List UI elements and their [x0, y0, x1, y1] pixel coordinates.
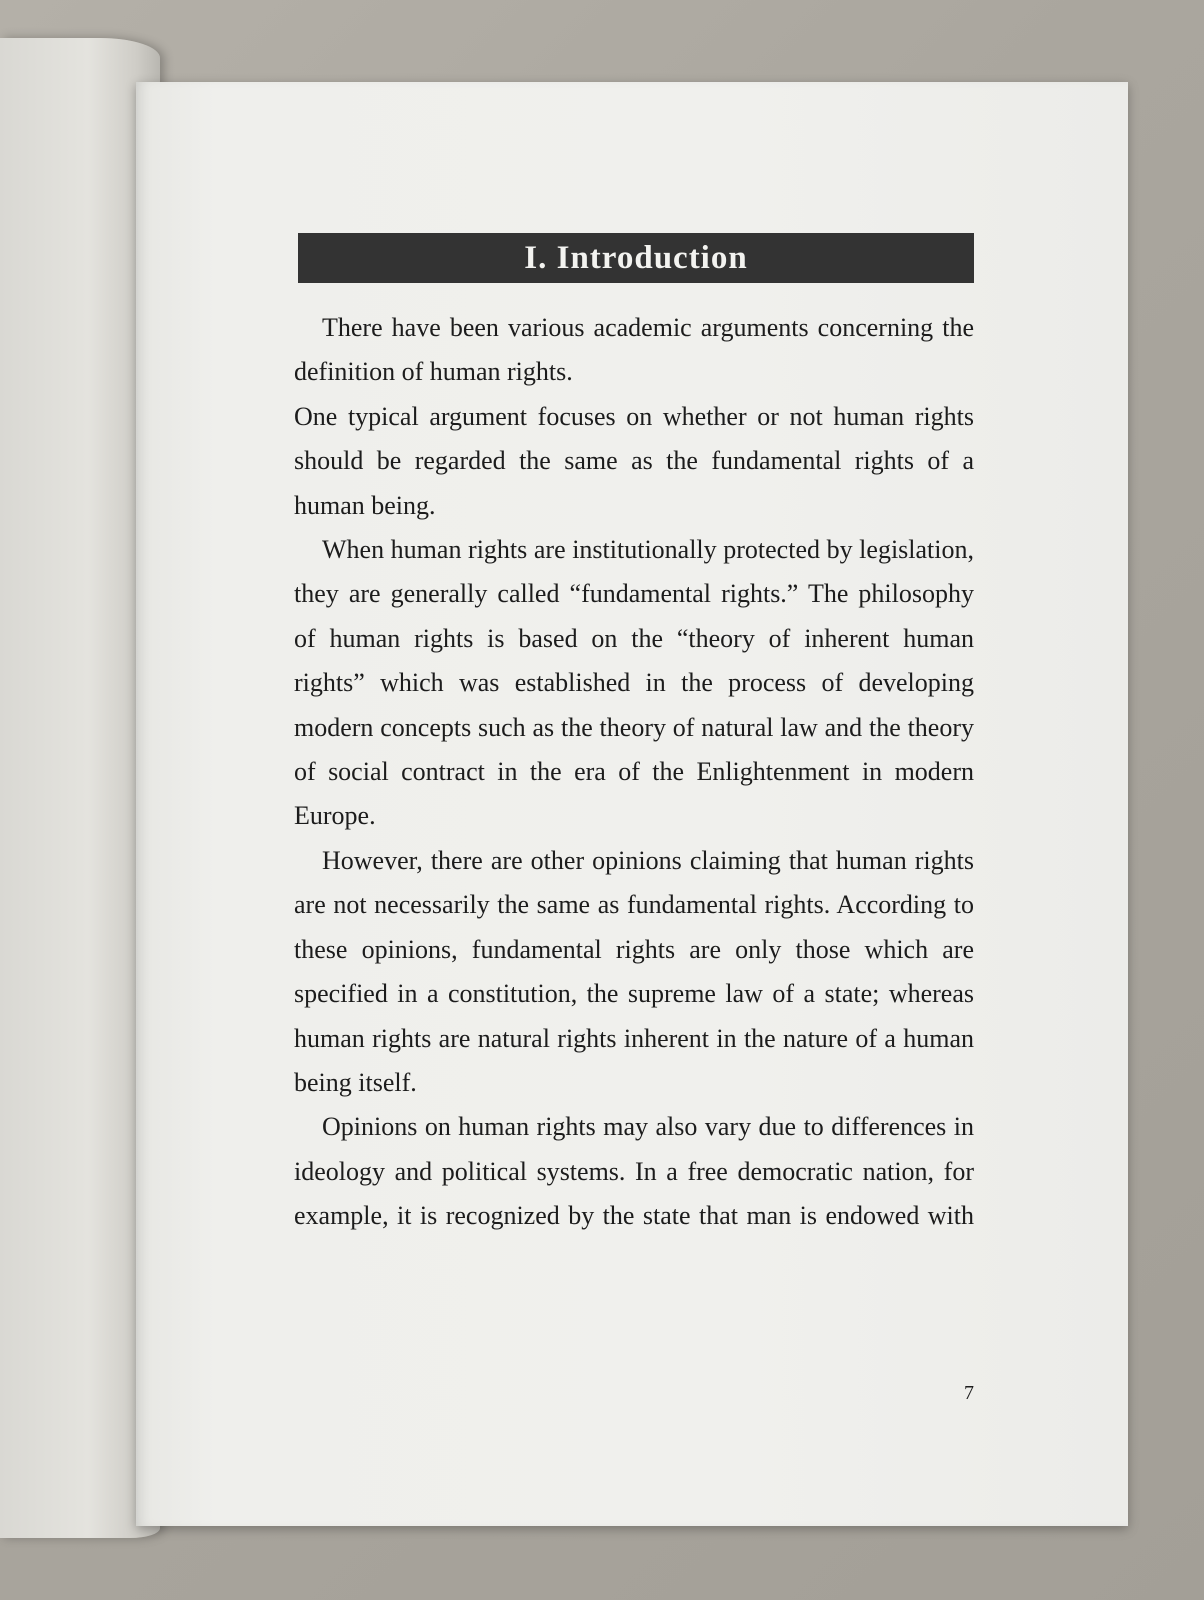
chapter-heading-text: I. Introduction: [524, 239, 748, 276]
paragraph-5: Opinions on human rights may also vary due to differences in ideology and political systems. In a free democratic nation, for example, it is recognized by the state that man is endowed with: [294, 1112, 974, 1231]
page-number: 7: [964, 1382, 974, 1404]
chapter-heading: [298, 233, 974, 283]
paragraph-1: There have been various academic arguments concerning the definition of human rights.: [294, 313, 974, 387]
book-page: [136, 82, 1128, 1526]
paragraph-4: However, there are other opinions claiming that human rights are not necessarily the same as fundamental rights. According to these opinions, fundamental rights are only those which are specified in a constitution, the supreme law of a state; whereas human rights are natural rights inherent in the nature of a human being itself.: [294, 845, 974, 1097]
paragraph-2: One typical argument focuses on whether or not human rights should be regarded the same as the fundamental rights of a human being.: [294, 401, 974, 520]
body-text: [294, 306, 974, 1239]
paragraph-3: When human rights are institutionally protected by legislation, they are generally called “fundamental rights.” The philosophy of human rights is based on the “theory of inherent human rights” which was established in the process of developing modern concepts such as the theory of natural law and the theory of social contract in the era of the Enlightenment in modern Europe.: [294, 535, 974, 831]
